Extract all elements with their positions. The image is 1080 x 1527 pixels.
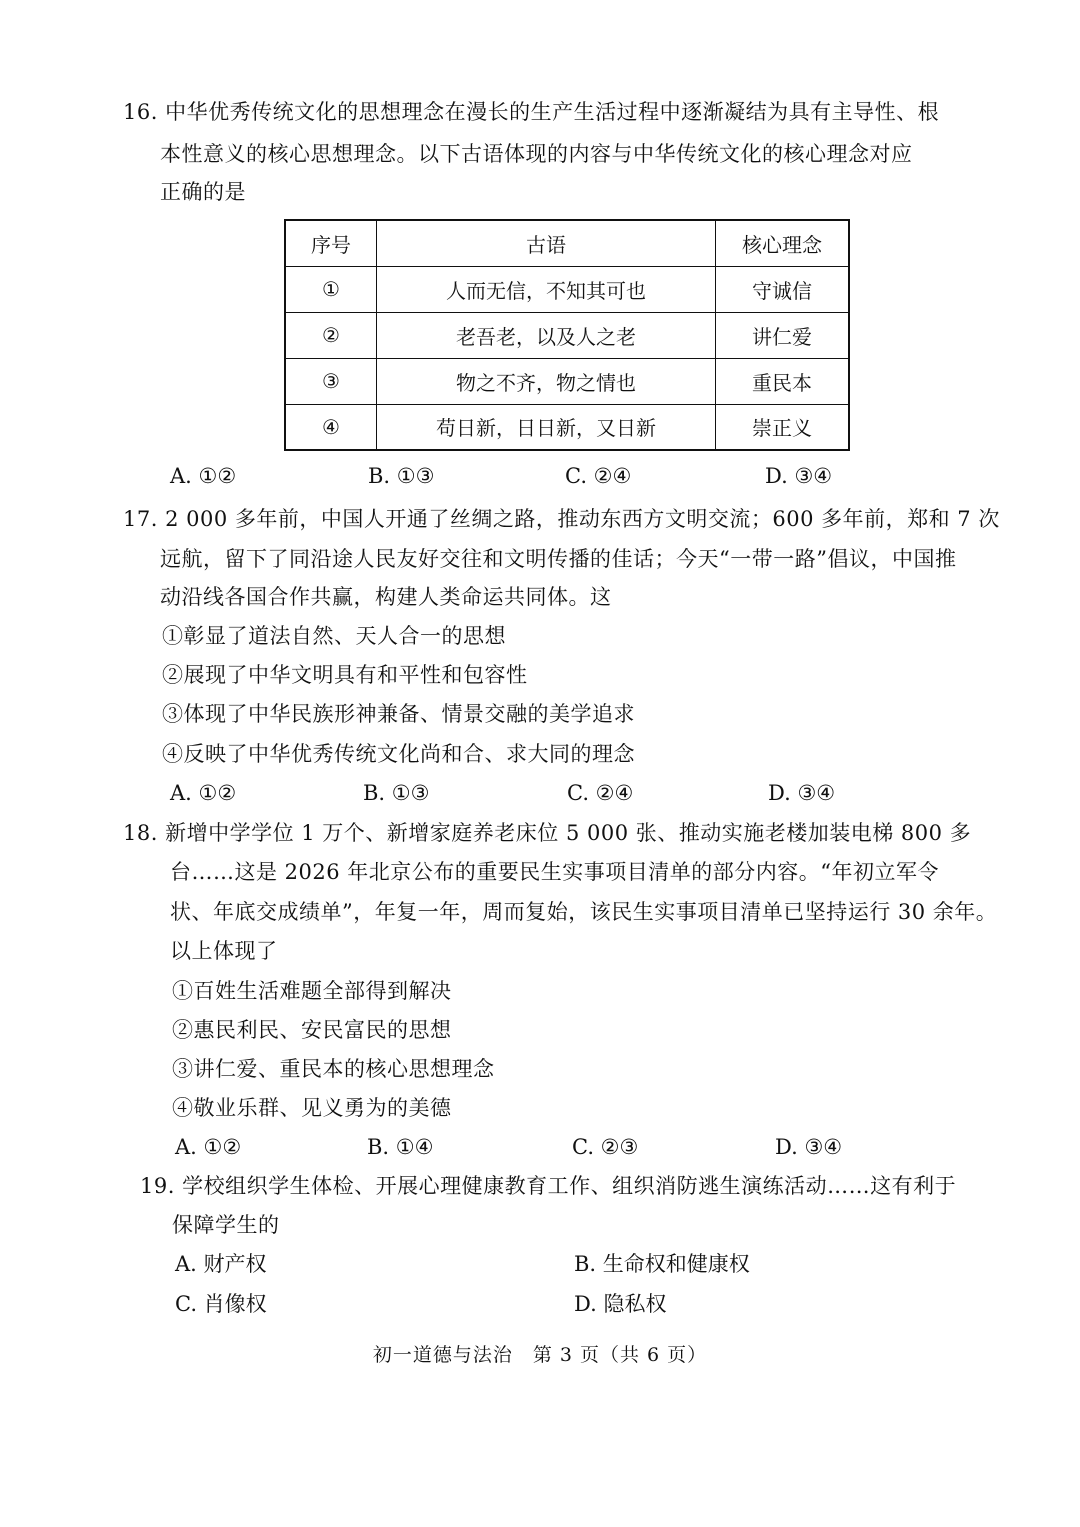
q19-line-2: 保障学生的 [172, 1213, 280, 1237]
table-header-number: 序号 [285, 220, 377, 266]
q19-line-1: 19. 学校组织学生体检、开展心理健康教育工作、组织消防逃生演练活动……这有利于 [140, 1174, 957, 1198]
table-cell-number: ② [285, 312, 377, 358]
q17-statement-2: ②展现了中华文明具有和平性和包容性 [162, 663, 528, 687]
q18-option-c[interactable]: C. ②③ [572, 1135, 639, 1159]
q18-statement-4: ④敬业乐群、见义勇为的美德 [172, 1096, 452, 1120]
q16-option-a[interactable]: A. ①② [170, 464, 237, 488]
q17-statement-3: ③体现了中华民族形神兼备、情景交融的美学追求 [162, 702, 635, 726]
q18-line-4: 以上体现了 [170, 939, 278, 963]
q17-option-c[interactable]: C. ②④ [567, 781, 634, 805]
table-cell-number: ① [285, 266, 377, 312]
q19-option-c[interactable]: C. 肖像权 [175, 1292, 267, 1316]
q18-line-3: 状、年底交成绩单”，年复一年，周而复始，该民生实事项目清单已坚持运行 30 余年。 [170, 900, 998, 924]
table-cell-number: ③ [285, 358, 377, 404]
q18-statement-2: ②惠民利民、安民富民的思想 [172, 1018, 452, 1042]
concept-table [284, 219, 850, 451]
table-row [285, 312, 849, 358]
q16-line-1: 16. 中华优秀传统文化的思想理念在漫长的生产生活过程中逐渐凝结为具有主导性、根 [123, 100, 940, 124]
table-row [285, 404, 849, 450]
q18-option-a[interactable]: A. ①② [175, 1135, 242, 1159]
q17-line-2: 远航，留下了同沿途人民友好交往和文明传播的佳话；今天“一带一路”倡议，中国推 [160, 547, 957, 571]
table-cell-saying: 老吾老，以及人之老 [377, 312, 716, 358]
q17-option-b[interactable]: B. ①③ [363, 781, 430, 805]
q17-option-a[interactable]: A. ①② [170, 781, 237, 805]
table-cell-number: ④ [285, 404, 377, 450]
table-cell-saying: 物之不齐，物之情也 [377, 358, 716, 404]
q18-option-b[interactable]: B. ①④ [367, 1135, 434, 1159]
q17-statement-1: ①彰显了道法自然、天人合一的思想 [162, 624, 506, 648]
table-cell-concept: 崇正义 [716, 404, 850, 450]
table-cell-saying: 人而无信，不知其可也 [377, 266, 716, 312]
q17-option-d[interactable]: D. ③④ [768, 781, 836, 805]
q18-option-d[interactable]: D. ③④ [775, 1135, 843, 1159]
q17-line-1: 17. 2 000 多年前，中国人开通了丝绸之路，推动东西方文明交流；600 多年前，郑和 7 次 [123, 507, 1000, 531]
table-cell-concept: 讲仁爱 [716, 312, 850, 358]
table-row [285, 266, 849, 312]
table-cell-saying: 苟日新，日日新，又日新 [377, 404, 716, 450]
q19-option-d[interactable]: D. 隐私权 [574, 1292, 667, 1316]
q17-statement-4: ④反映了中华优秀传统文化尚和合、求大同的理念 [162, 742, 635, 766]
table-cell-concept: 守诚信 [716, 266, 850, 312]
q16-option-d[interactable]: D. ③④ [765, 464, 833, 488]
q16-line-3: 正确的是 [160, 180, 246, 204]
table-header-concept: 核心理念 [716, 220, 850, 266]
q19-option-b[interactable]: B. 生命权和健康权 [574, 1252, 750, 1276]
table-row [285, 358, 849, 404]
q16-option-c[interactable]: C. ②④ [565, 464, 632, 488]
table-header-saying: 古语 [377, 220, 716, 266]
table-cell-concept: 重民本 [716, 358, 850, 404]
q16-line-2: 本性意义的核心思想理念。以下古语体现的内容与中华传统文化的核心理念对应 [160, 142, 913, 166]
table-header-row [285, 220, 849, 266]
q18-statement-1: ①百姓生活难题全部得到解决 [172, 979, 452, 1003]
q18-statement-3: ③讲仁爱、重民本的核心思想理念 [172, 1057, 495, 1081]
page-footer: 初一道德与法治 第 3 页（共 6 页） [372, 1344, 708, 1366]
q17-line-3: 动沿线各国合作共赢，构建人类命运共同体。这 [160, 585, 612, 609]
q18-line-2: 台……这是 2026 年北京公布的重要民生实事项目清单的部分内容。“年初立军令 [170, 860, 940, 884]
q16-option-b[interactable]: B. ①③ [368, 464, 435, 488]
q19-option-a[interactable]: A. 财产权 [175, 1252, 267, 1276]
q18-line-1: 18. 新增中学学位 1 万个、新增家庭养老床位 5 000 张、推动实施老楼加装电梯 800 多 [123, 821, 972, 845]
